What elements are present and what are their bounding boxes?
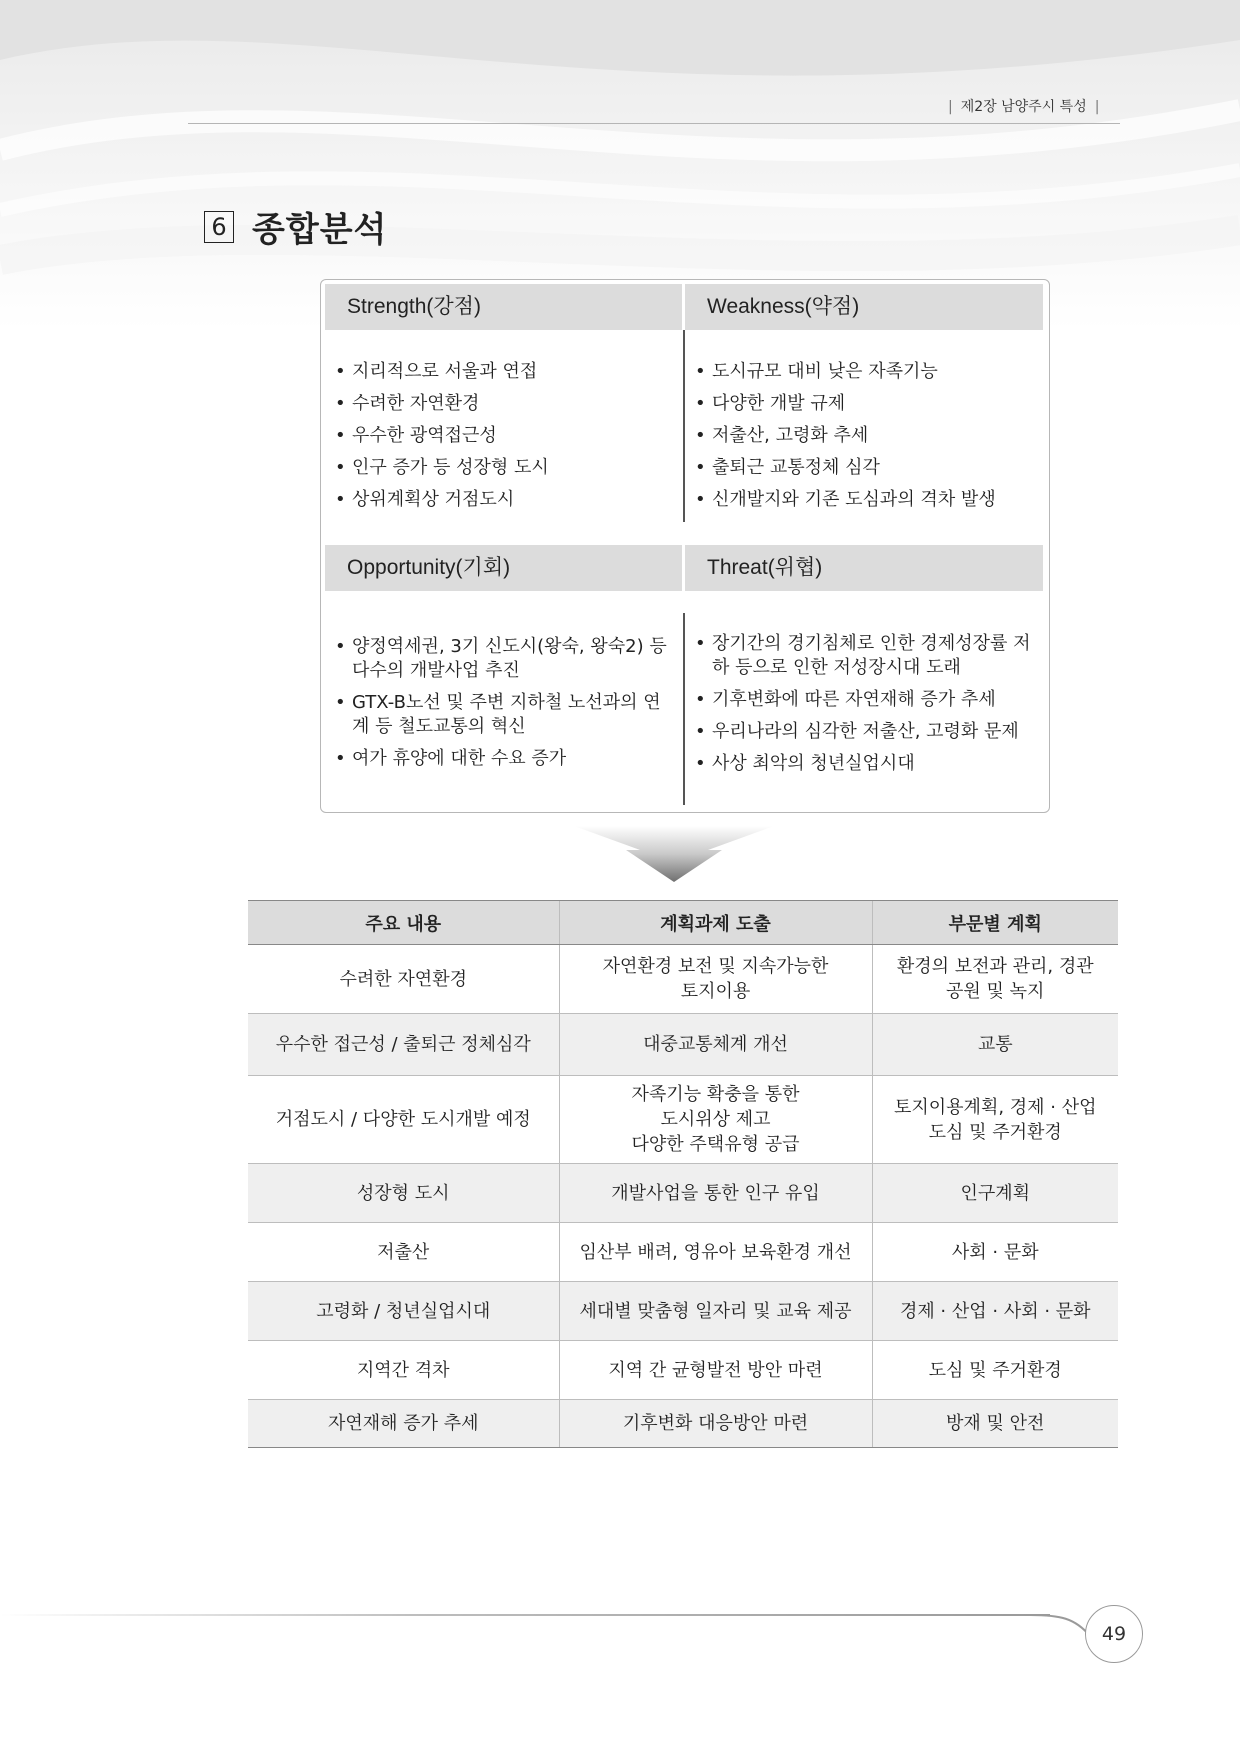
opportunity-item: • 양정역세권, 3기 신도시(왕숙, 왕숙2) 등 다수의 개발사업 추진 bbox=[335, 635, 673, 683]
running-header: | 제2장 남양주시 특성 | bbox=[948, 99, 1100, 115]
table-cell: 대중교통체계 개선 bbox=[559, 1014, 872, 1076]
table-cell: 기후변화 대응방안 마련 bbox=[559, 1400, 872, 1448]
section-title: 종합분석 bbox=[252, 210, 388, 250]
strength-item: • 우수한 광역접근성 bbox=[335, 424, 675, 448]
weakness-item: • 저출산, 고령화 추세 bbox=[695, 424, 1035, 448]
threat-list bbox=[695, 632, 1035, 784]
section-number: 6 bbox=[204, 211, 234, 243]
down-arrow-icon bbox=[574, 826, 774, 884]
opportunity-item: • GTX-B노선 및 주변 지하철 노선과의 연계 등 철도교통의 혁신 bbox=[335, 691, 673, 739]
weakness-item: • 도시규모 대비 낮은 자족기능 bbox=[695, 360, 1035, 384]
table-cell: 지역간 격차 bbox=[248, 1341, 559, 1400]
planning-table bbox=[248, 900, 1118, 1448]
table-header-row bbox=[248, 901, 1118, 945]
threat-item: • 기후변화에 따른 자연재해 증가 추세 bbox=[695, 688, 1035, 712]
table-row bbox=[248, 1014, 1118, 1076]
weakness-item: • 신개발지와 기존 도심과의 격차 발생 bbox=[695, 488, 1035, 512]
table-cell: 인구계획 bbox=[872, 1164, 1118, 1223]
table-cell: 방재 및 안전 bbox=[872, 1400, 1118, 1448]
threat-item: • 사상 최악의 청년실업시대 bbox=[695, 752, 1035, 776]
table-cell: 저출산 bbox=[248, 1223, 559, 1282]
table-cell: 우수한 접근성 / 출퇴근 정체심각 bbox=[248, 1014, 559, 1076]
table-cell: 거점도시 / 다양한 도시개발 예정 bbox=[248, 1076, 559, 1164]
table-cell: 세대별 맞춤형 일자리 및 교육 제공 bbox=[559, 1282, 872, 1341]
column-header: 부문별 계획 bbox=[872, 901, 1118, 945]
table-cell: 자족기능 확충을 통한 도시위상 제고 다양한 주택유형 공급 bbox=[559, 1076, 872, 1164]
footer-rule bbox=[0, 1614, 1050, 1616]
weakness-list bbox=[695, 360, 1035, 520]
table-cell: 지역 간 균형발전 방안 마련 bbox=[559, 1341, 872, 1400]
table-row bbox=[248, 1223, 1118, 1282]
table-cell: 환경의 보전과 관리, 경관 공원 및 녹지 bbox=[872, 945, 1118, 1014]
header-rule bbox=[188, 123, 1120, 124]
table-cell: 수려한 자연환경 bbox=[248, 945, 559, 1014]
opportunity-item: • 여가 휴양에 대한 수요 증가 bbox=[335, 747, 673, 771]
weakness-item: • 출퇴근 교통정체 심각 bbox=[695, 456, 1035, 480]
table-row bbox=[248, 1282, 1118, 1341]
threat-item: • 장기간의 경기침체로 인한 경제성장률 저하 등으로 인한 저성장시대 도래 bbox=[695, 632, 1035, 680]
weakness-header: Weakness(약점) bbox=[685, 284, 1043, 330]
weakness-item: • 다양한 개발 규제 bbox=[695, 392, 1035, 416]
swot-divider-bottom bbox=[683, 613, 685, 805]
strength-list bbox=[335, 360, 675, 520]
strength-item: • 인구 증가 등 성장형 도시 bbox=[335, 456, 675, 480]
opportunity-list bbox=[335, 635, 673, 779]
table-cell: 자연재해 증가 추세 bbox=[248, 1400, 559, 1448]
table-cell: 사회 · 문화 bbox=[872, 1223, 1118, 1282]
opportunity-header: Opportunity(기회) bbox=[325, 545, 682, 591]
table-cell: 자연환경 보전 및 지속가능한 토지이용 bbox=[559, 945, 872, 1014]
table-cell: 토지이용계획, 경제 · 산업 도심 및 주거환경 bbox=[872, 1076, 1118, 1164]
swot-box bbox=[320, 279, 1050, 813]
threat-item: • 우리나라의 심각한 저출산, 고령화 문제 bbox=[695, 720, 1035, 744]
strength-item: • 수려한 자연환경 bbox=[335, 392, 675, 416]
table-cell: 개발사업을 통한 인구 유입 bbox=[559, 1164, 872, 1223]
page-number: 49 bbox=[1085, 1605, 1143, 1663]
table-row bbox=[248, 1164, 1118, 1223]
swot-divider-top bbox=[683, 330, 685, 522]
column-header: 계획과제 도출 bbox=[559, 901, 872, 945]
table-row bbox=[248, 1341, 1118, 1400]
chapter-title: 제2장 남양주시 특성 bbox=[960, 99, 1087, 115]
table-cell: 고령화 / 청년실업시대 bbox=[248, 1282, 559, 1341]
column-header: 주요 내용 bbox=[248, 901, 559, 945]
table-cell: 성장형 도시 bbox=[248, 1164, 559, 1223]
table-row bbox=[248, 945, 1118, 1014]
table-cell: 도심 및 주거환경 bbox=[872, 1341, 1118, 1400]
threat-header: Threat(위협) bbox=[685, 545, 1043, 591]
table-cell: 경제 · 산업 · 사회 · 문화 bbox=[872, 1282, 1118, 1341]
strength-item: • 상위계획상 거점도시 bbox=[335, 488, 675, 512]
strength-item: • 지리적으로 서울과 연접 bbox=[335, 360, 675, 384]
table-cell: 교통 bbox=[872, 1014, 1118, 1076]
strength-header: Strength(강점) bbox=[325, 284, 682, 330]
table-row bbox=[248, 1400, 1118, 1448]
section-heading bbox=[204, 202, 387, 251]
table-row bbox=[248, 1076, 1118, 1164]
table-cell: 임산부 배려, 영유아 보육환경 개선 bbox=[559, 1223, 872, 1282]
